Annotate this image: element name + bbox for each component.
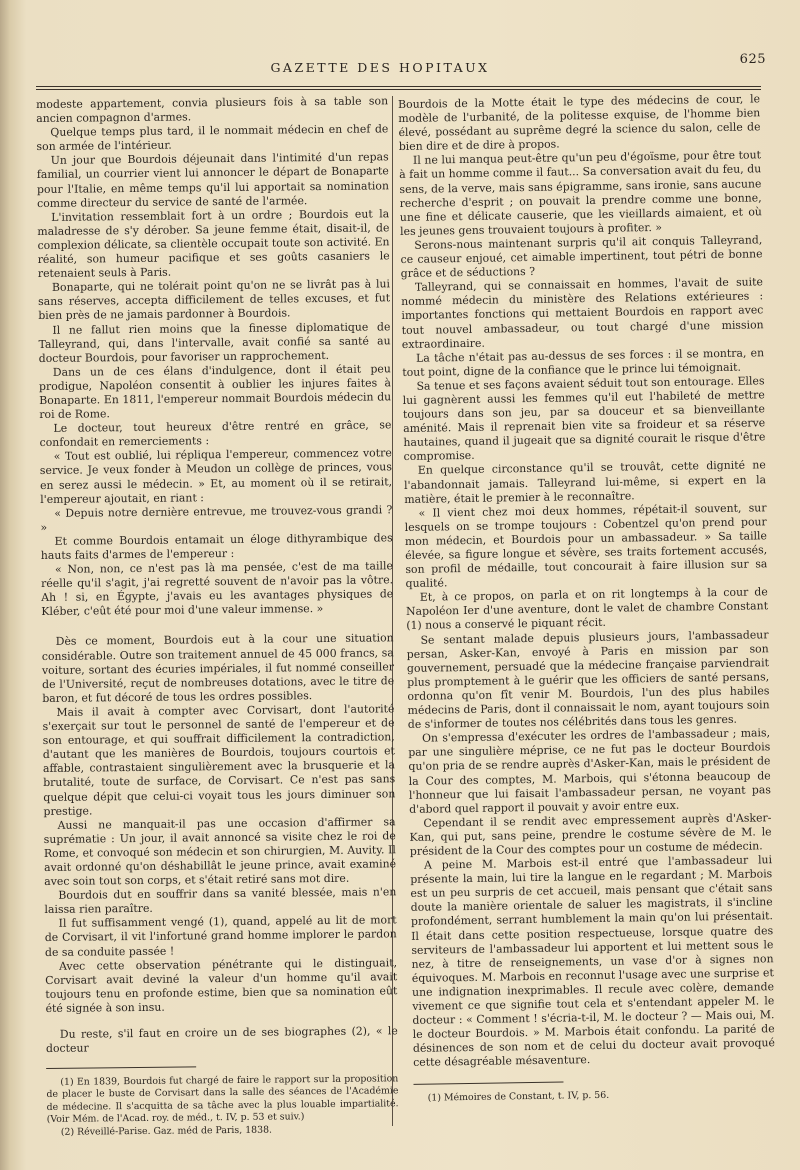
- paragraph: Il fut suffisamment vengé (1), quand, appelé au lit de mort de Corvisart, il vit l'infortuné grand homme implorer le pardon de sa conduite passée !: [44, 913, 397, 959]
- paragraph: Bourdois dut en souffrir dans sa vanité blessée, mais n'en laissa rien paraître.: [44, 885, 397, 917]
- paragraph: Se sentant malade depuis plusieurs jours, l'ambassadeur persan, Asker-Kan, envoyé à Paris en mission par son gouvernement, persuadé que la médecine française parviendrait plus promptement à le guérir que les officiers de santé persans, ordonna qu'on fît venir M. Bourdois, l'un des plus habiles médecins de Paris, dont il connaissait le nom, ayant toujours soin de s'informer de toutes nos célébrités dans tous les genres.: [406, 627, 770, 732]
- paragraph: Talleyrand, qui se connaissait en hommes, l'avait de suite nommé médecin du ministère des Relations extérieures : importantes fonctions qui mettaient Bourdois en rapport avec tout nouvel ambassadeur, ou tout chargé d'une mission extraordinaire.: [401, 275, 764, 351]
- paragraph: Un jour que Bourdois déjeunait dans l'intimité d'un repas familial, un courrier vient lui annoncer le départ de Bonaparte pour l'Italie, en même temps qu'il lui apportait sa nomination comme directeur du service de santé de l'armée.: [36, 150, 390, 210]
- paragraph: Cependant il se rendit avec empressement auprès d'Asker-Kan, qui put, sans peine, prendre le costume sévère de M. le président de la Cour des comptes pour un costume de médecin.: [409, 811, 772, 858]
- header-rule-thin: [36, 89, 761, 90]
- paragraph: « Non, non, ce n'est pas là ma pensée, c'est de ma taille réelle qu'il s'agit, j'ai regretté souvent de n'avoir pas la vôtre. Ah ! si, en Égypte, j'avais eu les avantages physiques de Kléber, c'eût été pour moi d'une valeur immense. »: [41, 559, 394, 619]
- paragraph: Et comme Bourdois entamait un éloge dithyrambique des hauts faits d'armes de l'empereur :: [40, 531, 393, 562]
- footnote-rule: [46, 1067, 196, 1070]
- footnote: (2) Réveillé-Parise. Gaz. méd de Paris, 1838.: [60, 1124, 273, 1138]
- paragraph: La tâche n'était pas au-dessus de ses forces : il se montra, en tout point, digne de la confiance que le prince lui témoignait.: [402, 345, 765, 379]
- paragraph: En quelque circonstance qu'il se trouvât, cette dignité ne l'abandonnait jamais. Talleyrand lui-même, si expert en la matière, était le premier à le reconnaître.: [403, 458, 767, 506]
- paragraph: Dès ce moment, Bourdois eut à la cour une situation considérable. Outre son traitement annuel de 45 000 francs, sa voiture, sortant des écuries impériales, il fut nommé conseiller de l'Université, reçut de nombreuses dotations, avec le titre de baron, et fut décoré de tous les ordres possibles.: [41, 631, 395, 705]
- footnote: (1) Mémoires de Constant, t. IV, p. 56.: [427, 1090, 610, 1105]
- paragraph: Dans un de ces élans d'indulgence, dont il était peu prodigue, Napoléon consentit à oublier les injures faites à Bonaparte. En 1811, l'empereur nommait Bourdois médecin du roi de Rome.: [38, 362, 392, 422]
- paragraph: modeste appartement, convia plusieurs fois à sa table son ancien compagnon d'armes.: [36, 94, 389, 126]
- right-column: [398, 92, 776, 1105]
- paragraph: Il ne lui manqua peut-être qu'un peu d'égoïsme, pour être tout à fait un homme comme il faut... Sa conversation avait du feu, du sens, de la verve, mais sans épigramme, sans ironie, sans aucune recherche d'esprit ; on pouvait la prendre comme une bonne, une fine et délicate causerie, que les vieillards aimaient, et où les jeunes gens trouvaient toujours à profiter. »: [399, 148, 762, 238]
- paragraph: Aussi ne manquait-il pas une occasion d'affirmer sa suprématie : Un jour, il avait annoncé sa visite chez le roi de Rome, et convoqué son médecin et son chirurgien, M. Auvity. Il avait ordonné qu'on déshabillât le jeune prince, avait examiné avec soin tout son corps, et s'était retiré sans mot dire.: [43, 814, 397, 889]
- paragraph: Bourdois de la Motte était le type des médecins de cour, le modèle de l'urbanité, de la politesse exquise, de l'homme bien élevé, possédant au suprême degré la science du salon, celle de bien dire et de dire à propos.: [398, 92, 761, 154]
- paragraph: Quelque temps plus tard, il le nommait médecin en chef de son armée de l'intérieur.: [36, 122, 389, 154]
- paragraph: Avec cette observation pénétrante qui le distinguait, Corvisart avait deviné la valeur d'un homme qu'il avait toujours tenu en profonde estime, bien que sa nomination eût été signée à son insu.: [45, 955, 398, 1015]
- paragraph: Et, à ce propos, on parla et on rit longtemps à la cour de Napoléon Ier d'une aventure, dont le valet de chambre Constant (1) nous a conservé le piquant récit.: [405, 585, 769, 633]
- running-header: GAZETTE DES HOPITAUX: [270, 60, 490, 75]
- paragraph: « Depuis notre dernière entrevue, me trouvez-vous grandi ? »: [40, 503, 393, 534]
- paragraph: Du reste, s'il faut en croire un de ses biographes (2), « le docteur: [45, 1024, 398, 1056]
- paragraph: « Il vient chez moi deux hommes, répétait-il souvent, sur lesquels on se trompe toujours : Cobentzel qu'on prend pour mon médecin, et Bourdois pour un ambassadeur. » Sa taille élevée, sa figure longue et sévère, ses traits fortement accusés, son profil de médaille, tout concourait à faire illusion sur sa qualité.: [404, 500, 768, 591]
- paragraph: Bonaparte, qui ne tolérait point qu'on ne se livrât pas à lui sans réserves, accepta difficilement de telles excuses, et fut bien près de ne jamais pardonner à Bourdois.: [38, 277, 391, 323]
- paragraph: On s'empressa d'exécuter les ordres de l'ambassadeur ; mais, par une singulière méprise, ce ne fut pas le docteur Bourdois qu'on pria de se rendre auprès d'Asker-Kan, mais le président de la Cour des comptes, M. Marbois, qui s'étonna beaucoup de l'honneur que lui faisait l'ambassadeur persan, ne voyant pas d'abord quel rapport il pouvait y avoir entre eux.: [408, 726, 772, 816]
- paragraph: A peine M. Marbois est-il entré que l'ambassadeur lui présente la main, lui tire la langue en le regardant ; M. Marbois est un peu surpris de cet accueil, mais pensant que c'était sans doute la manière orientale de saluer les magistrats, il s'incline profondément, serrant humblement la main qu'on lui présentait. Il était dans cette position respectueuse, lorsque quatre des serviteurs de l'ambassadeur lui apportent et lui mettent sous le nez, à titre de renseignements, un vase d'or à signes non équivoques. M. Marbois en reconnut l'usage avec une surprise et une indignation inexprimables. Il recule avec colère, demande vivement ce que signifie tout cela et s'entendant appeler M. le docteur : « Comment ! s'écria-t-il, M. le docteur ? — Mais oui, M. le docteur Bourdois. » M. Marbois était confondu. La parité de désinences de son nom et de celui du docteur avait provoqué cette désagréable mésaventure.: [410, 853, 775, 1070]
- footnote-rule: [413, 1082, 563, 1085]
- paragraph: « Tout est oublié, lui répliqua l'empereur, commencez votre service. Je veux fonder à Meudon un collège de princes, vous en serez aussi le médecin. » Et, au moment où il se retirait, l'empereur ajoutait, en riant :: [39, 446, 393, 506]
- footnote: (1) En 1839, Bourdois fut chargé de faire le rapport sur la proposition de placer le buste de Corvisart dans la salle des séances de l'Académie de médecine. Il s'acquitta de sa tâche avec la plus louable impartialité. (Voir Mém. de l'Acad. roy. de méd., t. IV, p. 53 et suiv.): [46, 1073, 399, 1125]
- page-number: 625: [739, 52, 766, 67]
- paragraph: Serons-nous maintenant surpris qu'il ait conquis Talleyrand, ce causeur enjoué, cet aimable impertinent, tout pétri de bonne grâce et de séductions ?: [400, 233, 763, 281]
- paragraph: Il ne fallut rien moins que la finesse diplomatique de Talleyrand, qui, dans l'intervalle, avait confié sa santé au docteur Bourdois, pour favoriser un rapprochement.: [38, 319, 391, 365]
- left-column: [36, 94, 399, 1139]
- header-rule: [36, 86, 761, 87]
- paragraph: Mais il avait à compter avec Corvisart, dont l'autorité s'exerçait sur tout le personnel de santé de l'empereur et de son entourage, et qui souffrait difficilement la contradiction, d'autant que les manières de Bourdois, toujours courtois et affable, contrastaient singulièrement avec la brusquerie et la brutalité, toute de surface, de Corvisart. Ce n'est pas sans quelque dépit que celui-ci voyait tous les jours diminuer son prestige.: [42, 702, 396, 818]
- paragraph: L'invitation ressemblait fort à un ordre ; Bourdois eut la maladresse de s'y dérober. Sa jeune femme était, disait-il, de complexion délicate, sa clientèle occupait toute son activité. En réalité, son humeur pacifique et ses goûts casaniers le retenaient seuls à Paris.: [37, 207, 390, 281]
- paragraph: Le docteur, tout heureux d'être rentré en grâce, se confondait en remerciements :: [39, 418, 392, 450]
- paragraph: Sa tenue et ses façons avaient séduit tout son entourage. Elles lui gagnèrent aussi les femmes qu'il eut l'habileté de mettre toujours dans son jeu, par sa douceur et sa bienveillante aménité. Mais il reprenait bien vite sa froideur et sa réserve hautaines, quand il jugeait que sa dignité courait le risque d'être compromise.: [402, 374, 766, 464]
